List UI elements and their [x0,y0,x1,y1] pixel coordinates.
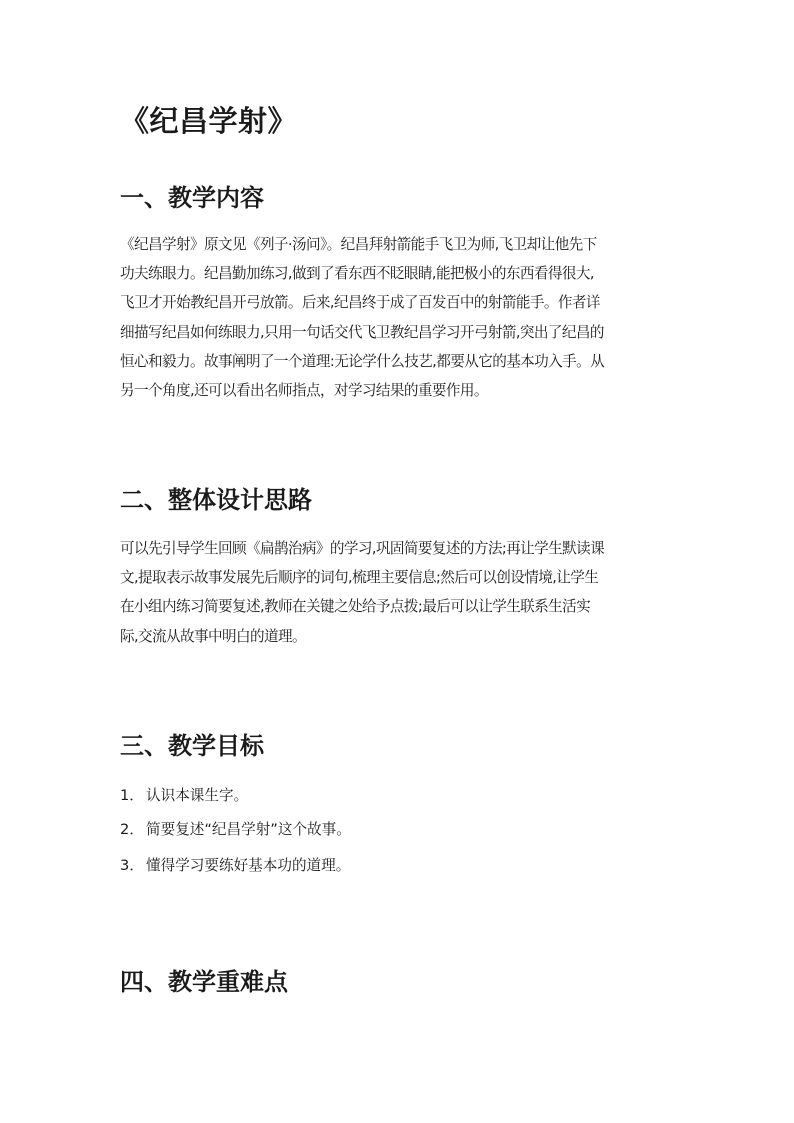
paragraph-line: 功夫练眼力。纪昌勤加练习,做到了看东西不眨眼睛,能把极小的东西看得很大, [120,265,594,283]
goal-text: 认识本课生字。 [146,787,249,804]
section-heading-teaching-goals: 三、教学目标 [120,732,264,760]
section-heading-key-difficulties: 四、教学重难点 [120,968,288,996]
paragraph-line: 细描写纪昌如何练眼力,只用一句话交代飞卫教纪昌学习开弓射箭,突出了纪昌的 [120,323,604,341]
goal-number: 1． [120,787,144,804]
goal-item [120,820,351,840]
paragraph-line: 可以先引导学生回顾《扁鹊治病》的学习,巩固简要复述的方法;再让学生默读课 [120,540,605,557]
paragraph-line: 文,提取表示故事发展先后顺序的词句,梳理主要信息;然后可以创设情境,让学生 [120,569,599,587]
paragraph-line: 《纪昌学射》原文见《列子·汤问》。纪昌拜射箭能手飞卫为师,飞卫却让他先下 [120,236,597,253]
section-heading-teaching-content: 一、教学内容 [120,184,264,212]
goal-text: 简要复述“纪昌学射”这个故事。 [146,821,351,838]
paragraph-teaching-content [120,230,676,405]
goal-item [120,856,350,876]
paragraph-line: 飞卫才开始教纪昌开弓放箭。后来,纪昌终于成了百发百中的射箭能手。作者详 [120,294,600,312]
paragraph-line: 恒心和毅力。故事阐明了一个道理:无论学什么技艺,都要从它的基本功入手。从 [120,352,605,370]
goal-number: 3． [120,857,144,874]
document-title: 《纪昌学射》 [120,104,298,138]
paragraph-design-approach [120,534,676,651]
section-heading-design-approach: 二、整体设计思路 [120,486,312,514]
goal-item [120,786,248,806]
goal-number: 2． [120,821,144,838]
goal-text: 懂得学习要练好基本功的道理。 [146,857,351,874]
paragraph-line: 另一个角度,还可以看出名师指点，对学习结果的重要作用。 [120,381,488,399]
paragraph-line: 际,交流从故事中明白的道理。 [120,627,306,645]
paragraph-line: 在小组内练习简要复述,教师在关键之处给予点拨;最后可以让学生联系生活实 [120,598,591,616]
